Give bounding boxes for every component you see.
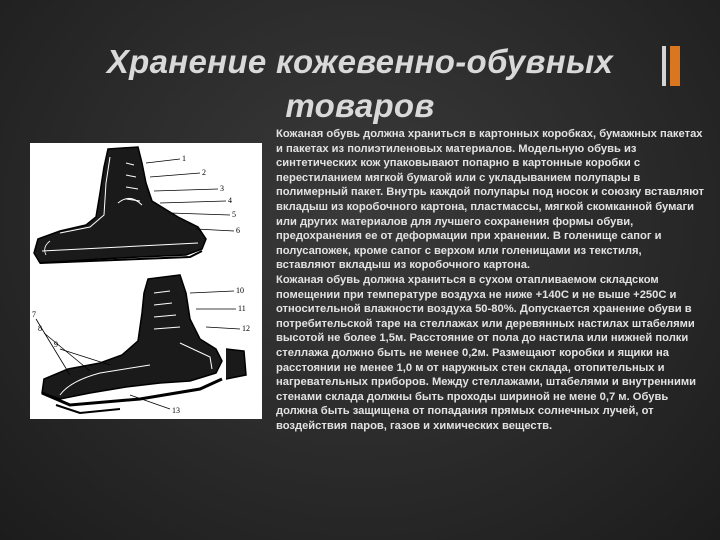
slide-title: Хранение кожевенно-обувных товаров [106,43,614,124]
title-accent-bar [662,46,666,86]
lower-boot-drawing [42,275,246,413]
svg-text:5: 5 [232,210,236,219]
svg-text:3: 3 [220,184,224,193]
svg-text:8: 8 [38,324,42,333]
paragraph-packaging: Кожаная обувь должна храниться в картонных коробках, бумажных пакетах и пакетах из полиэтиленовых материалов. Модельную обувь из синтетических кож упаковывают попарно в картонные коробки с перестиланием мягкой бумагой или с укладыванием полупары в полимерный пакет. Внутрь каждой полупары под носок и союзку вставляют вкладыш из коробочного картона, пластмассы, мягкой скомканной бумаги или других материалов для лучшего сохранения формы обуви, предохранения ее от деформации при хранении. В голенище сапог и полусапожек, кроме сапог с верхом или голенищами из текстиля, вставляют вкладыш из коробочного картона. [276,128,705,272]
svg-text:1: 1 [182,154,186,163]
svg-text:11: 11 [238,304,246,313]
svg-text:12: 12 [242,324,250,333]
svg-text:7: 7 [32,310,36,319]
title-accent-block [670,46,680,86]
svg-text:4: 4 [228,196,232,205]
body-text [276,127,704,433]
boots-illustration [30,143,262,419]
svg-text:2: 2 [202,168,206,177]
svg-text:9: 9 [54,340,58,349]
svg-text:13: 13 [172,406,180,415]
svg-text:6: 6 [236,226,240,235]
upper-boot-drawing [34,147,206,263]
paragraph-storage-conditions: Кожаная обувь должна храниться в сухом отапливаемом складском помещении при температуре воздуха не ниже +140С и не выше +250С и относительной влажности воздуха 50-80%. Допускается хранение обуви в потребительской таре на стеллажах или деревянных настилах штабелями высотой не более 1,5м. Расстояние от пола до настила или нижней полки стеллажа должно быть не менее 0,2м. Размещают коробки и ящики на расстоянии не менее 1,0 м от наружных стен склада, отопительных и нагревательных приборов. Между стеллажами, штабелями и внутренними стенами склада должны быть проходы шириной не мене 0,7 м. Обувь должна быть защищена от попадания прямых солнечных лучей, от воздействия паров, газов и химических веществ. [276,273,696,432]
svg-text:10: 10 [236,286,244,295]
boots-cross-section-icon [30,143,262,419]
